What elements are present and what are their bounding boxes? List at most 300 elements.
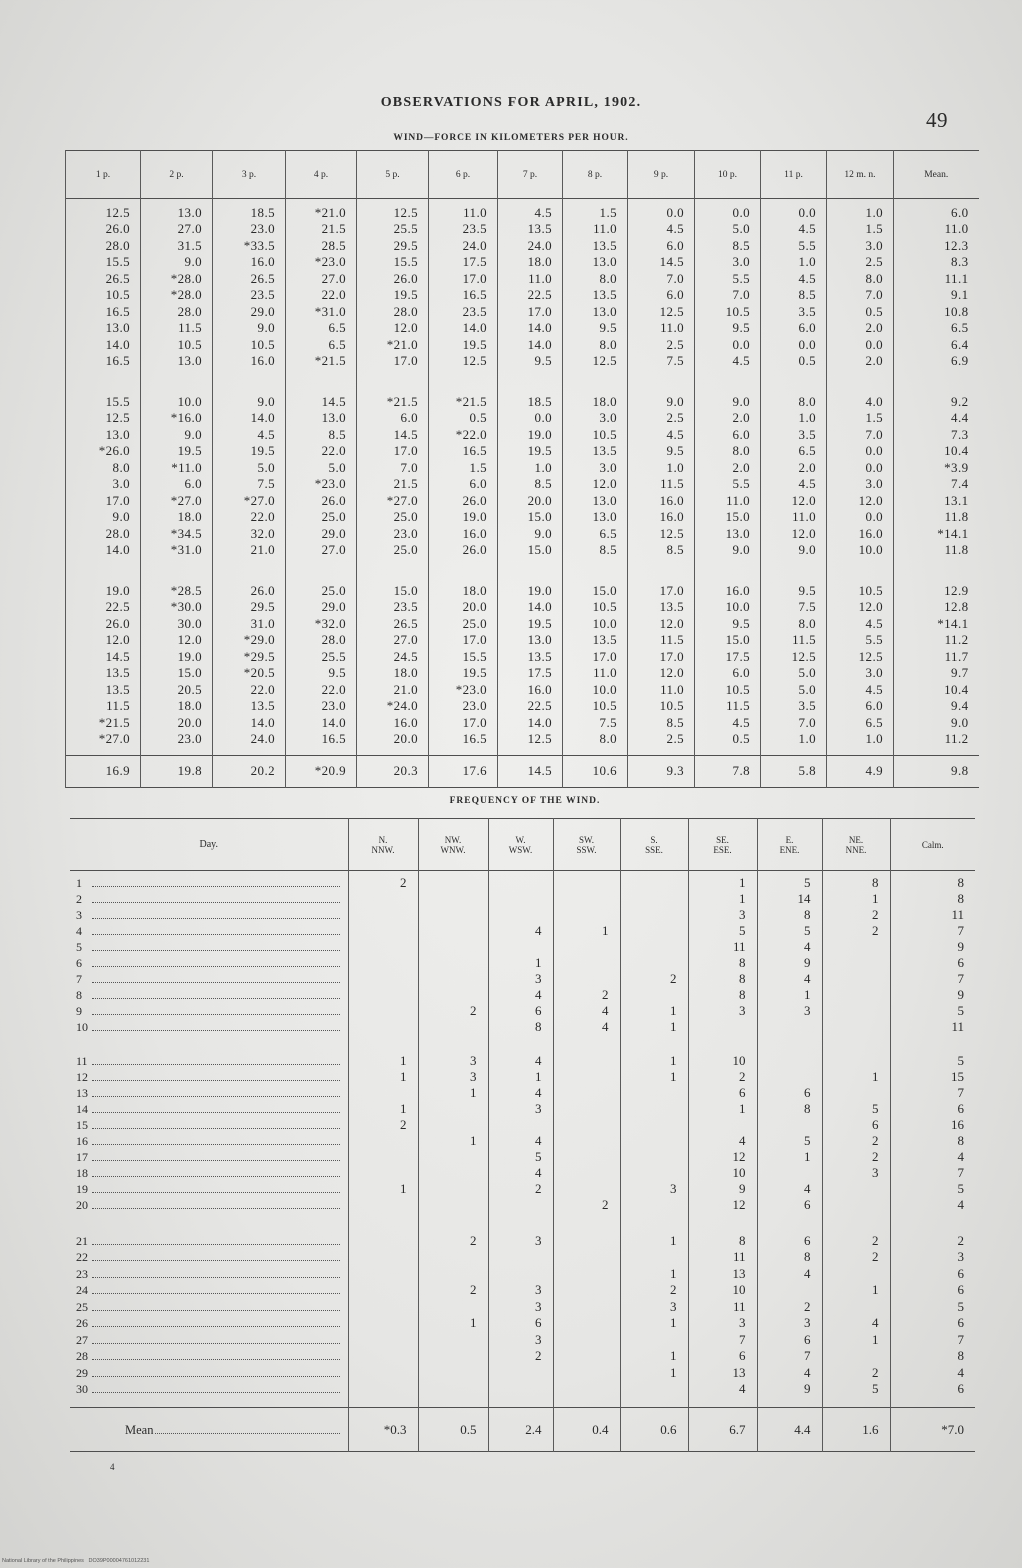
- frequency-cell: [418, 871, 488, 891]
- wind-cell: 13.5: [66, 682, 141, 699]
- day-number: 18: [76, 1165, 88, 1180]
- wind-cell: *29.0: [213, 632, 286, 649]
- wind-cell: 9.5: [761, 559, 827, 600]
- day-number: 26: [76, 1316, 88, 1331]
- wind-row-day-3: [66, 238, 979, 255]
- dotted-leader: [92, 1030, 340, 1031]
- day-cell: [70, 1332, 348, 1349]
- wind-cell: 10.0: [563, 682, 628, 699]
- frequency-cell: 4: [488, 923, 553, 939]
- frequency-cell: [488, 871, 553, 891]
- wind-cell: 19.0: [141, 649, 213, 666]
- wind-cell: 3.5: [761, 698, 827, 715]
- frequency-cell: 9: [757, 1381, 822, 1408]
- dotted-leader: [92, 1014, 340, 1015]
- wind-cell: 15.0: [141, 665, 213, 682]
- frequency-cell: [822, 1266, 890, 1283]
- wind-cell: 12.5: [628, 304, 695, 321]
- wind-cell: 13.0: [66, 427, 141, 444]
- dotted-leader: [92, 982, 340, 983]
- wind-cell: 13.0: [66, 320, 141, 337]
- wind-cell: 27.0: [286, 542, 357, 559]
- wind-cell: 15.0: [695, 632, 761, 649]
- day-cell: [70, 1149, 348, 1165]
- frequency-cell: 6: [890, 1266, 975, 1283]
- wind-cell: 11.0: [498, 271, 563, 288]
- day-label: [76, 1233, 340, 1249]
- wind-cell: 1.5: [827, 221, 894, 238]
- frequency-cell: [418, 1332, 488, 1349]
- wind-cell: 4.5: [761, 271, 827, 288]
- direction-secondary: NNW.: [371, 844, 395, 855]
- frequency-cell: [620, 1149, 688, 1165]
- frequency-cell: [348, 1332, 418, 1349]
- dotted-leader: [92, 1208, 340, 1209]
- frequency-cell: [488, 1197, 553, 1213]
- page-title: OBSERVATIONS FOR APRIL, 1902.: [380, 95, 642, 110]
- wind-cell: 19.5: [141, 443, 213, 460]
- wind-cell: *21.0: [357, 337, 429, 354]
- wind-cell: 0.5: [695, 731, 761, 756]
- wind-cell: 23.0: [286, 698, 357, 715]
- wind-cell: *3.9: [894, 460, 979, 477]
- calm-column-header: Calm.: [890, 819, 975, 871]
- wind-cell: 16.0: [357, 715, 429, 732]
- frequency-cell: 2: [822, 1365, 890, 1382]
- frequency-row-day-10: [70, 1019, 975, 1035]
- dotted-leader: [92, 918, 340, 919]
- wind-cell: *32.0: [286, 616, 357, 633]
- wind-row-day-10: [66, 353, 979, 370]
- wind-cell: 10.0: [827, 542, 894, 559]
- wind-cell: 24.5: [357, 649, 429, 666]
- wind-cell: 13.5: [498, 649, 563, 666]
- wind-column-header: 4 p.: [286, 151, 357, 199]
- wind-cell: 0.0: [761, 337, 827, 354]
- dotted-leader: [155, 1433, 339, 1434]
- day-label: [76, 1149, 340, 1165]
- wind-cell: 9.0: [141, 254, 213, 271]
- mean-label: Mean: [125, 1422, 154, 1437]
- frequency-row-day-24: [70, 1282, 975, 1299]
- wind-cell: 14.0: [498, 320, 563, 337]
- wind-cell: 12.0: [66, 632, 141, 649]
- frequency-cell: 1: [620, 1266, 688, 1283]
- day-number: 3: [76, 907, 82, 922]
- wind-cell: 23.5: [357, 599, 429, 616]
- wind-cell: 12.0: [761, 526, 827, 543]
- wind-cell: 1.0: [628, 460, 695, 477]
- frequency-cell: 16: [890, 1117, 975, 1133]
- wind-cell: 22.0: [286, 682, 357, 699]
- wind-cell: 6.0: [357, 410, 429, 427]
- wind-column-header: 10 p.: [695, 151, 761, 199]
- frequency-cell: [553, 1181, 620, 1197]
- day-cell: [70, 907, 348, 923]
- frequency-cell: [822, 939, 890, 955]
- frequency-cell: [348, 923, 418, 939]
- day-label: [76, 955, 340, 971]
- frequency-table-container: [70, 818, 975, 1452]
- wind-cell: 9.0: [141, 427, 213, 444]
- wind-cell: 18.0: [141, 698, 213, 715]
- frequency-cell: 2: [620, 971, 688, 987]
- wind-cell: 16.0: [429, 526, 498, 543]
- wind-cell: 11.1: [894, 271, 979, 288]
- wind-cell: *21.5: [357, 370, 429, 411]
- frequency-cell: 8: [688, 955, 757, 971]
- wind-cell: 9.0: [213, 320, 286, 337]
- wind-cell: 17.0: [563, 649, 628, 666]
- wind-cell: 5.5: [695, 271, 761, 288]
- wind-cell: 10.0: [695, 599, 761, 616]
- frequency-cell: [418, 1165, 488, 1181]
- day-label: [76, 1381, 340, 1397]
- frequency-cell: [348, 891, 418, 907]
- day-number: 21: [76, 1234, 88, 1248]
- frequency-mean-cell: 6.7: [688, 1408, 757, 1452]
- wind-cell: 10.5: [695, 304, 761, 321]
- frequency-cell: 1: [418, 1085, 488, 1101]
- wind-cell: 17.0: [628, 649, 695, 666]
- wind-cell: *14.1: [894, 526, 979, 543]
- wind-cell: 13.0: [695, 526, 761, 543]
- frequency-cell: 3: [688, 907, 757, 923]
- wind-cell: 27.0: [141, 221, 213, 238]
- wind-column-header: 2 p.: [141, 151, 213, 199]
- frequency-cell: 3: [620, 1299, 688, 1316]
- wind-cell: 12.3: [894, 238, 979, 255]
- wind-cell: 25.0: [286, 509, 357, 526]
- frequency-cell: [418, 1181, 488, 1197]
- frequency-cell: 2: [822, 1149, 890, 1165]
- frequency-cell: 8: [488, 1019, 553, 1035]
- frequency-cell: [553, 1348, 620, 1365]
- day-label: [76, 1266, 340, 1282]
- direction-column-header: [822, 819, 890, 871]
- wind-cell: 9.0: [894, 715, 979, 732]
- wind-cell: 12.5: [357, 199, 429, 222]
- wind-cell: 8.0: [563, 731, 628, 756]
- wind-mean-cell: 9.3: [628, 756, 695, 788]
- wind-cell: 28.0: [141, 304, 213, 321]
- day-label: [76, 923, 340, 939]
- frequency-cell: [620, 987, 688, 1003]
- wind-cell: *27.0: [141, 493, 213, 510]
- frequency-cell: [488, 1381, 553, 1408]
- frequency-cell: 6: [488, 1003, 553, 1019]
- wind-cell: 16.0: [213, 353, 286, 370]
- wind-cell: 3.0: [563, 460, 628, 477]
- wind-cell: *28.0: [141, 287, 213, 304]
- frequency-cell: [620, 923, 688, 939]
- wind-cell: 22.0: [213, 682, 286, 699]
- frequency-row-day-21: [70, 1213, 975, 1250]
- frequency-row-day-27: [70, 1332, 975, 1349]
- wind-cell: 8.3: [894, 254, 979, 271]
- frequency-cell: [553, 1117, 620, 1133]
- frequency-row-day-18: [70, 1165, 975, 1181]
- frequency-cell: [418, 1299, 488, 1316]
- frequency-cell: 7: [890, 923, 975, 939]
- day-label: [76, 1197, 340, 1213]
- direction-secondary: ESE.: [713, 844, 732, 855]
- frequency-cell: [553, 1266, 620, 1283]
- direction-secondary: WSW.: [508, 844, 533, 855]
- frequency-cell: [620, 907, 688, 923]
- frequency-cell: 2: [822, 1133, 890, 1149]
- frequency-cell: 5: [822, 1381, 890, 1408]
- day-cell: [70, 1117, 348, 1133]
- wind-cell: 8.0: [66, 460, 141, 477]
- wind-row-day-4: [66, 254, 979, 271]
- frequency-row-day-5: [70, 939, 975, 955]
- wind-cell: 9.5: [286, 665, 357, 682]
- frequency-cell: [620, 939, 688, 955]
- wind-cell: 12.0: [827, 493, 894, 510]
- frequency-cell: 8: [890, 1133, 975, 1149]
- frequency-cell: 4: [688, 1133, 757, 1149]
- wind-cell: 11.8: [894, 542, 979, 559]
- frequency-cell: [418, 1348, 488, 1365]
- day-cell: [70, 1266, 348, 1283]
- wind-mean-cell: 4.9: [827, 756, 894, 788]
- frequency-cell: [553, 971, 620, 987]
- wind-cell: 27.0: [357, 632, 429, 649]
- wind-cell: 8.5: [628, 715, 695, 732]
- wind-cell: 10.4: [894, 443, 979, 460]
- wind-row-day-24: [66, 632, 979, 649]
- frequency-row-day-16: [70, 1133, 975, 1149]
- frequency-cell: 7: [890, 1085, 975, 1101]
- wind-cell: 12.5: [761, 649, 827, 666]
- wind-column-header: 11 p.: [761, 151, 827, 199]
- wind-cell: 15.0: [498, 542, 563, 559]
- frequency-cell: [822, 1348, 890, 1365]
- dotted-leader: [92, 1376, 340, 1377]
- wind-mean-cell: 19.8: [141, 756, 213, 788]
- frequency-cell: 2: [348, 1117, 418, 1133]
- wind-cell: 14.0: [429, 320, 498, 337]
- day-label: [76, 1019, 340, 1035]
- frequency-cell: [348, 1266, 418, 1283]
- wind-row-day-15: [66, 460, 979, 477]
- wind-cell: 1.5: [827, 410, 894, 427]
- wind-cell: 20.0: [357, 731, 429, 756]
- frequency-cell: [418, 1149, 488, 1165]
- dotted-leader: [92, 1392, 340, 1393]
- wind-cell: 16.0: [213, 254, 286, 271]
- wind-cell: *29.5: [213, 649, 286, 666]
- frequency-cell: [418, 1197, 488, 1213]
- day-cell: [70, 1003, 348, 1019]
- wind-cell: 8.5: [761, 287, 827, 304]
- wind-cell: 1.0: [761, 410, 827, 427]
- wind-cell: 12.5: [827, 649, 894, 666]
- wind-cell: 10.5: [563, 599, 628, 616]
- day-number: 8: [76, 987, 82, 1002]
- wind-cell: 23.5: [213, 287, 286, 304]
- dotted-leader: [92, 1176, 340, 1177]
- wind-cell: 21.5: [286, 221, 357, 238]
- wind-cell: 10.4: [894, 682, 979, 699]
- frequency-cell: 1: [348, 1101, 418, 1117]
- frequency-cell: [620, 1249, 688, 1266]
- frequency-cell: 2: [620, 1282, 688, 1299]
- frequency-cell: [348, 1365, 418, 1382]
- wind-mean-cell: 16.9: [66, 756, 141, 788]
- day-label: [76, 1181, 340, 1197]
- wind-force-header: [66, 151, 979, 199]
- frequency-row-day-29: [70, 1365, 975, 1382]
- wind-cell: 3.0: [827, 238, 894, 255]
- wind-cell: 1.0: [827, 731, 894, 756]
- wind-cell: 2.0: [827, 320, 894, 337]
- day-cell: [70, 1019, 348, 1035]
- wind-cell: *21.5: [66, 715, 141, 732]
- frequency-cell: 1: [418, 1133, 488, 1149]
- frequency-cell: 4: [688, 1381, 757, 1408]
- frequency-cell: 4: [822, 1315, 890, 1332]
- frequency-cell: 11: [890, 1019, 975, 1035]
- frequency-cell: [348, 1299, 418, 1316]
- frequency-cell: [418, 1266, 488, 1283]
- frequency-cell: [348, 1003, 418, 1019]
- wind-cell: 3.0: [827, 476, 894, 493]
- frequency-cell: 13: [688, 1266, 757, 1283]
- day-label: [76, 987, 340, 1003]
- day-label: [76, 1332, 340, 1348]
- wind-cell: 0.0: [695, 337, 761, 354]
- frequency-cell: [620, 891, 688, 907]
- wind-cell: 16.0: [628, 509, 695, 526]
- wind-cell: 16.0: [498, 682, 563, 699]
- frequency-cell: [822, 971, 890, 987]
- frequency-cell: [553, 891, 620, 907]
- frequency-cell: 12: [688, 1149, 757, 1165]
- wind-cell: 12.5: [628, 526, 695, 543]
- wind-cell: 11.0: [563, 221, 628, 238]
- frequency-cell: [348, 1165, 418, 1181]
- wind-cell: 28.5: [286, 238, 357, 255]
- wind-cell: 9.5: [695, 320, 761, 337]
- frequency-cell: 4: [890, 1197, 975, 1213]
- wind-cell: 19.0: [66, 559, 141, 600]
- wind-cell: 26.0: [429, 493, 498, 510]
- wind-cell: 3.0: [695, 254, 761, 271]
- frequency-cell: 10: [688, 1035, 757, 1069]
- direction-primary: W.: [515, 834, 526, 845]
- frequency-cell: [822, 1003, 890, 1019]
- frequency-cell: 8: [688, 1213, 757, 1250]
- frequency-row-day-11: [70, 1035, 975, 1069]
- frequency-cell: [620, 1197, 688, 1213]
- wind-row-day-14: [66, 443, 979, 460]
- frequency-cell: 5: [757, 1133, 822, 1149]
- wind-cell: 26.0: [357, 271, 429, 288]
- frequency-cell: 4: [488, 987, 553, 1003]
- wind-cell: 23.5: [429, 304, 498, 321]
- wind-cell: 17.0: [66, 493, 141, 510]
- wind-cell: *14.1: [894, 616, 979, 633]
- frequency-cell: 5: [890, 1299, 975, 1316]
- wind-cell: 8.0: [563, 337, 628, 354]
- wind-row-day-17: [66, 493, 979, 510]
- frequency-cell: [553, 1332, 620, 1349]
- wind-row-day-22: [66, 599, 979, 616]
- frequency-cell: 2: [348, 871, 418, 891]
- frequency-cell: 13: [688, 1365, 757, 1382]
- frequency-cell: [620, 1117, 688, 1133]
- frequency-cell: 11: [688, 1249, 757, 1266]
- frequency-row-day-3: [70, 907, 975, 923]
- dotted-leader: [92, 934, 340, 935]
- frequency-cell: 8: [822, 871, 890, 891]
- day-number: 1: [76, 875, 82, 890]
- wind-cell: 7.4: [894, 476, 979, 493]
- wind-cell: *31.0: [141, 542, 213, 559]
- wind-row-day-26: [66, 665, 979, 682]
- frequency-cell: [488, 939, 553, 955]
- wind-cell: 8.0: [827, 271, 894, 288]
- wind-row-day-29: [66, 715, 979, 732]
- frequency-row-day-6: [70, 955, 975, 971]
- wind-cell: 11.2: [894, 632, 979, 649]
- wind-cell: 9.0: [213, 370, 286, 411]
- wind-cell: 14.5: [286, 370, 357, 411]
- frequency-cell: 5: [822, 1101, 890, 1117]
- direction-primary: S.: [650, 834, 658, 845]
- wind-cell: 11.5: [66, 698, 141, 715]
- wind-cell: 11.5: [628, 476, 695, 493]
- frequency-cell: 8: [890, 871, 975, 891]
- wind-cell: 7.5: [213, 476, 286, 493]
- wind-cell: 13.5: [563, 238, 628, 255]
- wind-cell: 4.5: [695, 715, 761, 732]
- wind-cell: 19.5: [429, 337, 498, 354]
- wind-cell: 2.5: [628, 731, 695, 756]
- wind-cell: 4.5: [761, 221, 827, 238]
- frequency-cell: 3: [757, 1003, 822, 1019]
- frequency-cell: 6: [890, 1381, 975, 1408]
- frequency-cell: 1: [620, 1069, 688, 1085]
- frequency-cell: 1: [620, 1213, 688, 1250]
- frequency-cell: 4: [553, 1003, 620, 1019]
- wind-cell: 10.5: [66, 287, 141, 304]
- wind-mean-cell: 10.6: [563, 756, 628, 788]
- wind-cell: 0.5: [827, 304, 894, 321]
- wind-cell: 26.0: [213, 559, 286, 600]
- day-label: [76, 1315, 340, 1331]
- wind-cell: 18.0: [141, 509, 213, 526]
- frequency-cell: [553, 1282, 620, 1299]
- frequency-row-day-7: [70, 971, 975, 987]
- wind-cell: 1.0: [827, 199, 894, 222]
- day-cell: [70, 1348, 348, 1365]
- day-number: 5: [76, 939, 82, 954]
- wind-cell: 19.5: [213, 443, 286, 460]
- frequency-cell: 3: [688, 1315, 757, 1332]
- wind-cell: 0.5: [429, 410, 498, 427]
- frequency-cell: 6: [757, 1332, 822, 1349]
- day-cell: [70, 987, 348, 1003]
- day-number: 16: [76, 1133, 88, 1148]
- frequency-row-day-20: [70, 1197, 975, 1213]
- wind-cell: 22.0: [286, 287, 357, 304]
- frequency-cell: 9: [890, 939, 975, 955]
- frequency-cell: 6: [890, 955, 975, 971]
- day-cell: [70, 1197, 348, 1213]
